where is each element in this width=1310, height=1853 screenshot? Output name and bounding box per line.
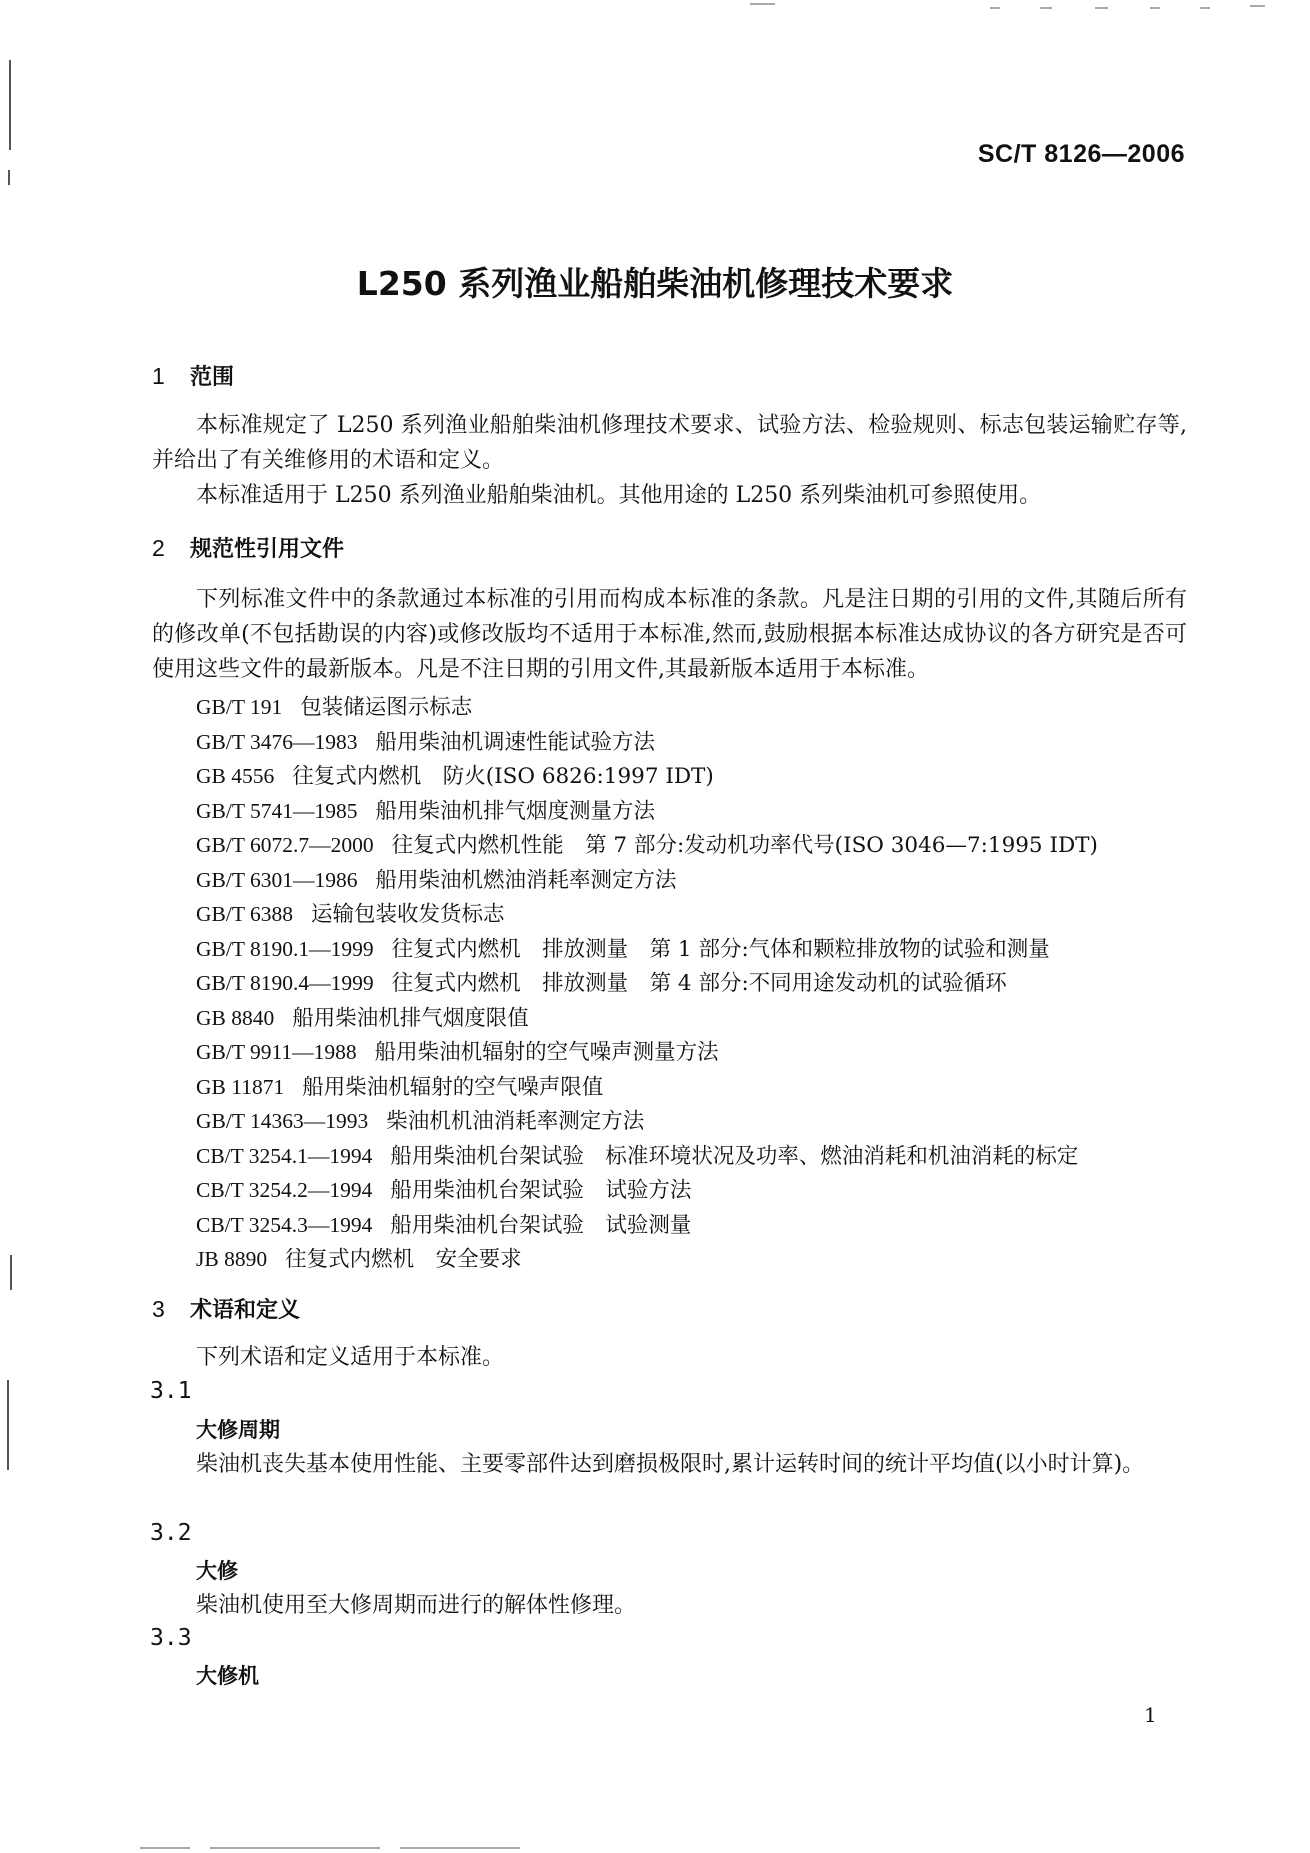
clause-number: 3.1	[150, 1378, 192, 1404]
paragraph: 下列术语和定义适用于本标准。	[196, 1345, 505, 1370]
section-heading-normative-references	[152, 532, 344, 563]
reference-code: GB 4556	[196, 764, 275, 788]
section-number: 2	[152, 535, 165, 561]
reference-item	[196, 897, 1098, 932]
reference-code: CB/T 3254.1—1994	[196, 1143, 373, 1168]
reference-title: 船用柴油机燃油消耗率测定方法	[375, 867, 677, 893]
paragraph: 下列标准文件中的条款通过本标准的引用而构成本标准的条款。凡是注日期的引用的文件,其随后所有的修改单(不包括勘误的内容)或修改版均不适用于本标准,然而,鼓励根据本标准达成协议的各方研究是否可使用这些文件的最新版本。凡是不注日期的引用文件,其最新版本适用于本标准。	[152, 587, 1187, 682]
section-number: 3	[152, 1296, 165, 1322]
reference-code: GB 11871	[196, 1074, 285, 1099]
reference-title: 船用柴油机调速性能试验方法	[375, 729, 655, 755]
standard-code: SC/T 8126—2006	[977, 140, 1185, 168]
reference-title: 船用柴油机台架试验 试验测量	[390, 1212, 692, 1238]
section-heading-terms-definitions	[152, 1293, 300, 1324]
reference-code: GB/T 6301—1986	[196, 867, 358, 892]
reference-code: GB 8840	[196, 1005, 275, 1030]
reference-title: 运输包装收发货标志	[310, 902, 505, 927]
reference-item	[196, 1208, 1098, 1243]
reference-code: GB/T 5741—1985	[196, 798, 358, 823]
reference-title: 船用柴油机台架试验 标准环境状况及功率、燃油消耗和机油消耗的标定	[390, 1143, 1079, 1169]
reference-code: GB/T 6388	[196, 902, 293, 926]
paragraph: 本标准适用于 L250 系列渔业船舶柴油机。其他用途的 L250 系列柴油机可参照使用。	[196, 483, 1042, 508]
section-title: 规范性引用文件	[190, 537, 345, 562]
reference-item	[196, 690, 1098, 725]
section-heading-scope	[152, 360, 234, 391]
reference-code: CB/T 3254.3—1994	[196, 1212, 373, 1237]
reference-title: 船用柴油机排气烟度限值	[292, 1005, 529, 1031]
reference-item	[196, 1242, 1098, 1277]
reference-item	[196, 794, 1098, 829]
reference-item	[196, 863, 1098, 898]
paragraph: 本标准规定了 L250 系列渔业船舶柴油机修理技术要求、试验方法、检验规则、标志包装运输贮存等,并给出了有关维修用的术语和定义。	[152, 413, 1187, 473]
term-definition: 柴油机丧失基本使用性能、主要零部件达到磨损极限时,累计运转时间的统计平均值(以小时计算)。	[196, 1452, 1145, 1477]
reference-title: 往复式内燃机 排放测量 第 4 部分:不同用途发动机的试验循环	[391, 971, 1007, 996]
term-heading: 大修机	[196, 1664, 259, 1688]
reference-list	[196, 690, 1098, 1277]
reference-item	[196, 1001, 1098, 1036]
reference-title: 往复式内燃机性能 第 7 部分:发动机功率代号(ISO 3046—7:1995 IDT)	[391, 833, 1098, 858]
reference-code: GB/T 8190.1—1999	[196, 936, 374, 961]
reference-code: GB/T 9911—1988	[196, 1040, 357, 1064]
reference-code: CB/T 3254.2—1994	[196, 1178, 373, 1202]
reference-item	[196, 1104, 1098, 1139]
reference-item	[196, 932, 1098, 967]
reference-title: 往复式内燃机 防火(ISO 6826:1997 IDT)	[292, 764, 714, 789]
reference-title: 船用柴油机台架试验 试验方法	[390, 1178, 692, 1203]
reference-title: 船用柴油机辐射的空气噪声限值	[302, 1074, 604, 1100]
section-title: 术语和定义	[190, 1298, 301, 1323]
term-definition: 柴油机使用至大修周期而进行的解体性修理。	[196, 1593, 637, 1618]
reference-code: GB/T 191	[196, 695, 283, 719]
clause-number: 3.3	[150, 1625, 192, 1651]
reference-item	[196, 966, 1098, 1001]
reference-item	[196, 725, 1098, 760]
term-heading: 大修	[196, 1559, 238, 1583]
reference-title: 往复式内燃机 安全要求	[285, 1247, 522, 1272]
reference-code: GB/T 6072.7—2000	[196, 833, 374, 857]
reference-title: 往复式内燃机 排放测量 第 1 部分:气体和颗粒排放物的试验和测量	[391, 936, 1050, 962]
reference-item	[196, 759, 1098, 794]
reference-item	[196, 1035, 1098, 1070]
reference-title: 船用柴油机辐射的空气噪声测量方法	[374, 1040, 719, 1065]
reference-title: 包装储运图示标志	[300, 695, 473, 720]
reference-item	[196, 1070, 1098, 1105]
reference-code: GB/T 14363—1993	[196, 1109, 369, 1133]
reference-code: GB/T 8190.4—1999	[196, 971, 374, 995]
document-title: L250 系列渔业船舶柴油机修理技术要求	[356, 264, 954, 303]
section-number: 1	[152, 363, 165, 389]
reference-title: 船用柴油机排气烟度测量方法	[375, 798, 655, 824]
clause-number: 3.2	[150, 1520, 192, 1546]
reference-item	[196, 1173, 1098, 1208]
reference-code: GB/T 3476—1983	[196, 729, 358, 754]
page-number: 1	[1144, 1703, 1157, 1727]
section-title: 范围	[190, 365, 235, 390]
reference-item	[196, 1139, 1098, 1174]
reference-item	[196, 828, 1098, 863]
term-heading: 大修周期	[196, 1418, 280, 1442]
reference-title: 柴油机机油消耗率测定方法	[386, 1109, 645, 1134]
reference-code: JB 8890	[196, 1247, 268, 1271]
